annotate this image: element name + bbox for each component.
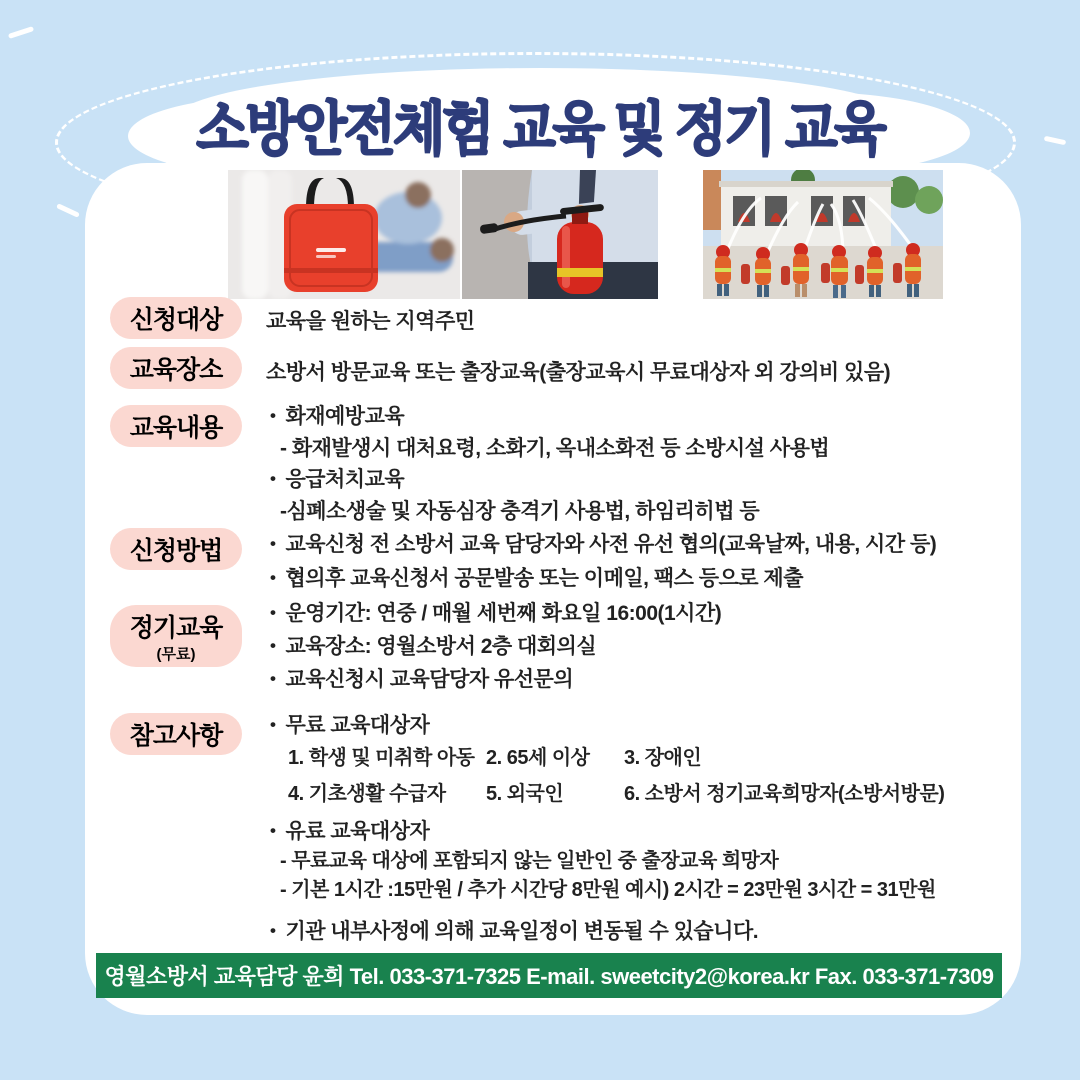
list-item-text: 유료 교육대상자 bbox=[285, 820, 430, 843]
list-item bbox=[270, 528, 936, 562]
cloud-dash-segment bbox=[8, 26, 34, 39]
bullet-icon: • bbox=[270, 921, 276, 940]
badge-apply-target bbox=[110, 297, 242, 339]
list-item-text: 교육신청 전 소방서 교육 담당자와 사전 유선 협의(교육날짜, 내용, 시간 등) bbox=[285, 533, 937, 556]
list-item-text: 응급처치교육 bbox=[285, 468, 405, 491]
edu-place-text: 소방서 방문교육 또는 출장교육(출장교육시 무료대상자 외 강의비 있음) bbox=[266, 361, 891, 384]
edu-content-list bbox=[270, 401, 829, 527]
list-item-text: 교육신청시 교육담당자 유선문의 bbox=[285, 668, 574, 691]
free-target-item: 4. 기초생활 수급자 bbox=[288, 783, 446, 805]
list-item bbox=[270, 817, 936, 847]
photo-first-aid-training bbox=[228, 170, 460, 299]
list-item-text: 협의후 교육신청서 공문발송 또는 이메일, 팩스 등으로 제출 bbox=[285, 567, 803, 590]
badge-sublabel: (무료) bbox=[156, 646, 196, 663]
free-target-grid bbox=[288, 741, 944, 806]
badge-notes bbox=[110, 713, 242, 755]
list-item-text: 운영기간: 연중 / 매월 세번째 화요일 16:00(1시간) bbox=[285, 602, 722, 625]
badge-label: 신청대상 bbox=[129, 306, 223, 334]
bullet-icon: • bbox=[270, 636, 276, 655]
badge-edu-place bbox=[110, 347, 242, 389]
list-subitem: - 무료교육 대상에 포함되지 않는 일반인 중 출장교육 희망자 bbox=[280, 850, 779, 872]
photo-children-fire-drill bbox=[703, 170, 943, 299]
notes-schedule-note bbox=[270, 915, 758, 945]
free-target-item: 6. 소방서 정기교육희망자(소방서방문) bbox=[624, 783, 945, 805]
footer-contact-bar bbox=[96, 953, 1002, 998]
regular-edu-list bbox=[270, 598, 721, 697]
badge-label: 참고사항 bbox=[129, 722, 223, 750]
badge-label: 정기교육 bbox=[129, 614, 223, 642]
list-subitem: - 기본 1시간 :15만원 / 추가 시간당 8만원 예시) 2시간 = 23만원 3시간 = 31만원 bbox=[280, 879, 936, 901]
bullet-icon: • bbox=[270, 603, 276, 622]
list-item bbox=[270, 664, 721, 697]
bullet-icon: • bbox=[270, 821, 276, 840]
footer-contact-text: 영월소방서 교육담당 윤희 Tel. 033-371-7325 E-mail. sweetcity2@korea.kr Fax. 033-371-7309 bbox=[104, 964, 994, 989]
list-item bbox=[270, 464, 829, 496]
bullet-icon: • bbox=[270, 669, 276, 688]
free-target-item: 5. 외국인 bbox=[486, 783, 564, 805]
list-item-text: 교육장소: 영월소방서 2층 대회의실 bbox=[285, 635, 597, 658]
list-item-text: 화재예방교육 bbox=[285, 405, 405, 428]
bullet-icon: • bbox=[270, 469, 276, 488]
cloud-dash-segment bbox=[56, 203, 80, 218]
list-subitem: -심폐소생술 및 자동심장 충격기 사용법, 하임리히법 등 bbox=[280, 500, 760, 523]
apply-method-list bbox=[270, 528, 936, 596]
list-item bbox=[270, 401, 829, 433]
bullet-icon: • bbox=[270, 568, 276, 587]
list-item bbox=[270, 562, 936, 596]
list-item bbox=[270, 598, 721, 631]
list-subitem: - 화재발생시 대처요령, 소화기, 옥내소화전 등 소방시설 사용법 bbox=[280, 437, 830, 460]
notes-paid-block bbox=[270, 817, 936, 905]
list-item-text: 무료 교육대상자 bbox=[285, 714, 430, 737]
page-title: 소방안전체험 교육 및 정기 교육 bbox=[196, 96, 884, 162]
notes-free-title bbox=[270, 709, 429, 739]
bullet-icon: • bbox=[270, 715, 276, 734]
free-target-item: 1. 학생 및 미취학 아동 bbox=[288, 747, 475, 769]
bullet-icon: • bbox=[270, 534, 276, 553]
badge-label: 교육장소 bbox=[129, 356, 223, 384]
badge-regular-edu bbox=[110, 605, 242, 667]
free-target-item: 3. 장애인 bbox=[624, 747, 702, 769]
badge-apply-method bbox=[110, 528, 242, 570]
list-item-text: 기관 내부사정에 의해 교육일정이 변동될 수 있습니다. bbox=[285, 920, 759, 943]
photo-fire-extinguisher-demo bbox=[462, 170, 658, 299]
badge-label: 신청방법 bbox=[129, 537, 223, 565]
apply-target-text: 교육을 원하는 지역주민 bbox=[266, 310, 475, 333]
free-target-item: 2. 65세 이상 bbox=[486, 747, 590, 769]
list-item bbox=[270, 631, 721, 664]
badge-label: 교육내용 bbox=[129, 414, 223, 442]
badge-edu-content bbox=[110, 405, 242, 447]
bullet-icon: • bbox=[270, 406, 276, 425]
